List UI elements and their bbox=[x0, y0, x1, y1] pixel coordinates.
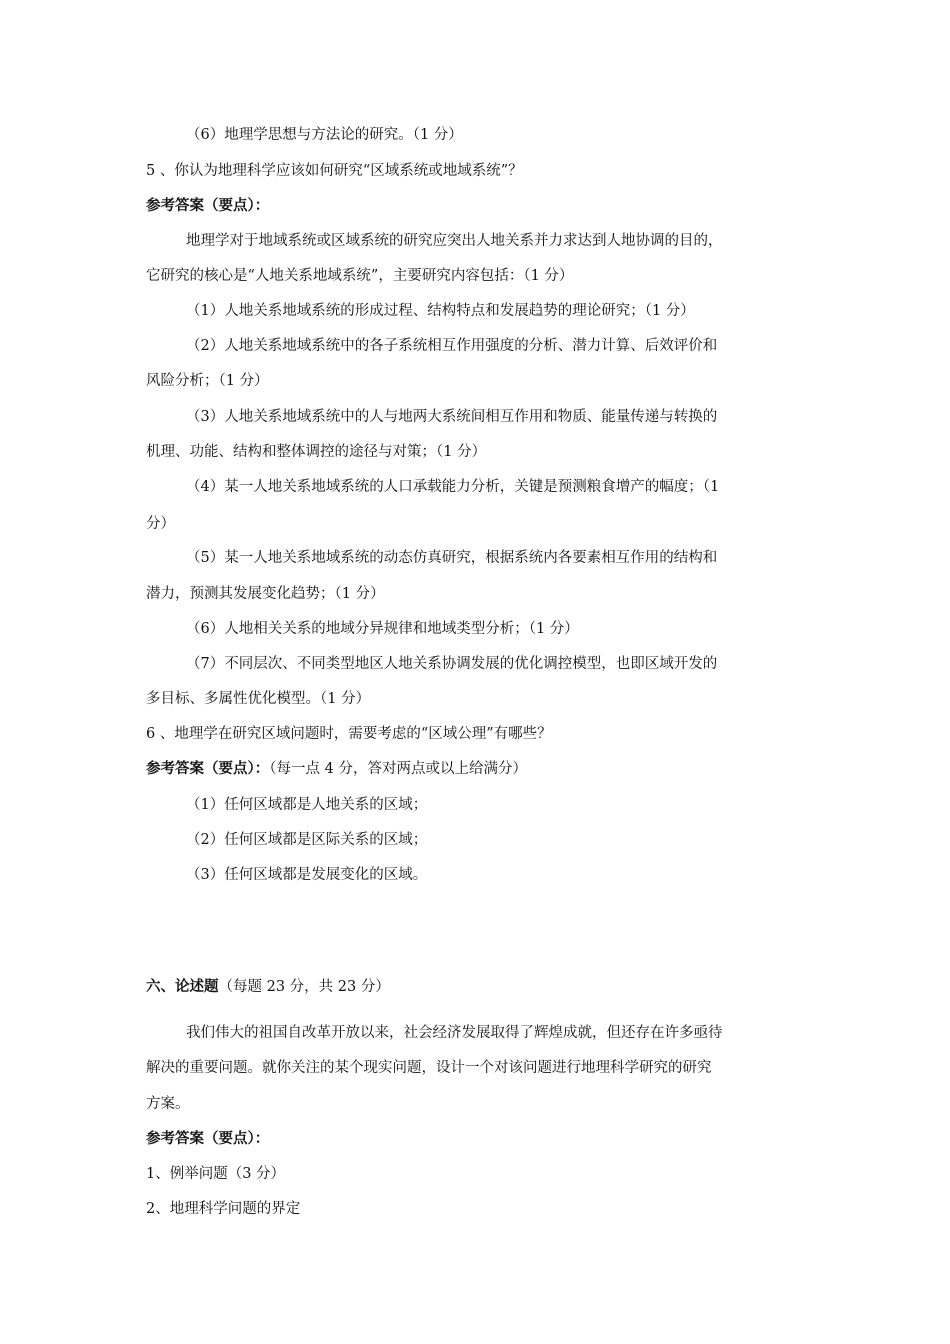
answer-heading-6 bbox=[146, 759, 527, 779]
axiom-2: （2）任何区域都是区际关系的区域； bbox=[186, 832, 428, 848]
answer-item-3: （3）人地关系地域系统中的人与地两大系统间相互作用和物质、能量传递与转换的 bbox=[186, 409, 718, 425]
section-title: 六、论述题 bbox=[146, 978, 219, 995]
answer-paragraph-cont: 它研究的核心是“人地关系地域系统”，主要研究内容包括：（1 分） bbox=[146, 268, 574, 284]
answer-item-2: （2）人地关系地域系统中的各子系统相互作用强度的分析、潜力计算、后效评价和 bbox=[186, 338, 718, 354]
essay-prompt-cont1: 解决的重要问题。就你关注的某个现实问题，设计一个对该问题进行地理科学研究的研究 bbox=[146, 1060, 712, 1076]
answer-paragraph: 地理学对于地域系统或区域系统的研究应突出人地关系并力求达到人地协调的目的， bbox=[186, 233, 723, 249]
question-6: 6 、地理学在研究区域问题时，需要考虑的“区域公理”有哪些？ bbox=[146, 726, 552, 742]
answer-item-5-cont: 潜力，预测其发展变化趋势；（1 分） bbox=[146, 586, 385, 602]
section-scoring: （每题 23 分，共 23 分） bbox=[218, 979, 390, 995]
answer-item-7-cont: 多目标、多属性优化模型。（1 分） bbox=[146, 691, 371, 707]
answer-item-5: （5）某一人地关系地域系统的动态仿真研究，根据系统内各要素相互作用的结构和 bbox=[186, 550, 718, 566]
question-5: 5 、你认为地理科学应该如何研究“区域系统或地域系统”？ bbox=[146, 163, 523, 179]
answer-item-3-cont: 机理、功能、结构和整体调控的途径与对策；（1 分） bbox=[146, 444, 487, 460]
answer-item-7: （7）不同层次、不同类型地区人地关系协调发展的优化调控模型，也即区域开发的 bbox=[186, 656, 718, 672]
answer-item-2-cont: 风险分析；（1 分） bbox=[146, 373, 269, 389]
axiom-1: （1）任何区域都是人地关系的区域； bbox=[186, 797, 428, 813]
essay-point-1: 1、例举问题（3 分） bbox=[146, 1166, 286, 1182]
section-six-heading bbox=[146, 977, 390, 997]
essay-answer-heading: 参考答案（要点）： bbox=[146, 1130, 270, 1147]
answer-item-4-cont: 分） bbox=[146, 516, 175, 532]
answer-item-6b: （6）人地相关关系的地域分异规律和地域类型分析；（1 分） bbox=[186, 621, 579, 637]
answer-item-1: （1）人地关系地域系统的形成过程、结构特点和发展趋势的理论研究；（1 分） bbox=[186, 303, 695, 319]
scoring-note: （每一点 4 分，答对两点或以上给满分） bbox=[269, 761, 527, 777]
essay-point-2: 2、地理科学问题的界定 bbox=[146, 1201, 301, 1217]
answer-item-4: （4）某一人地关系地域系统的人口承载能力分析，关键是预测粮食增产的幅度；（1 bbox=[186, 479, 720, 495]
answer-item-6: （6）地理学思想与方法论的研究。（1 分） bbox=[186, 127, 463, 143]
essay-prompt-cont2: 方案。 bbox=[146, 1096, 190, 1112]
axiom-3: （3）任何区域都是发展变化的区域。 bbox=[186, 867, 428, 883]
answer-heading: 参考答案（要点）： bbox=[146, 197, 270, 214]
essay-prompt: 我们伟大的祖国自改革开放以来，社会经济发展取得了辉煌成就，但还存在许多亟待 bbox=[186, 1025, 723, 1041]
answer-heading-label: 参考答案（要点）： bbox=[146, 760, 270, 777]
